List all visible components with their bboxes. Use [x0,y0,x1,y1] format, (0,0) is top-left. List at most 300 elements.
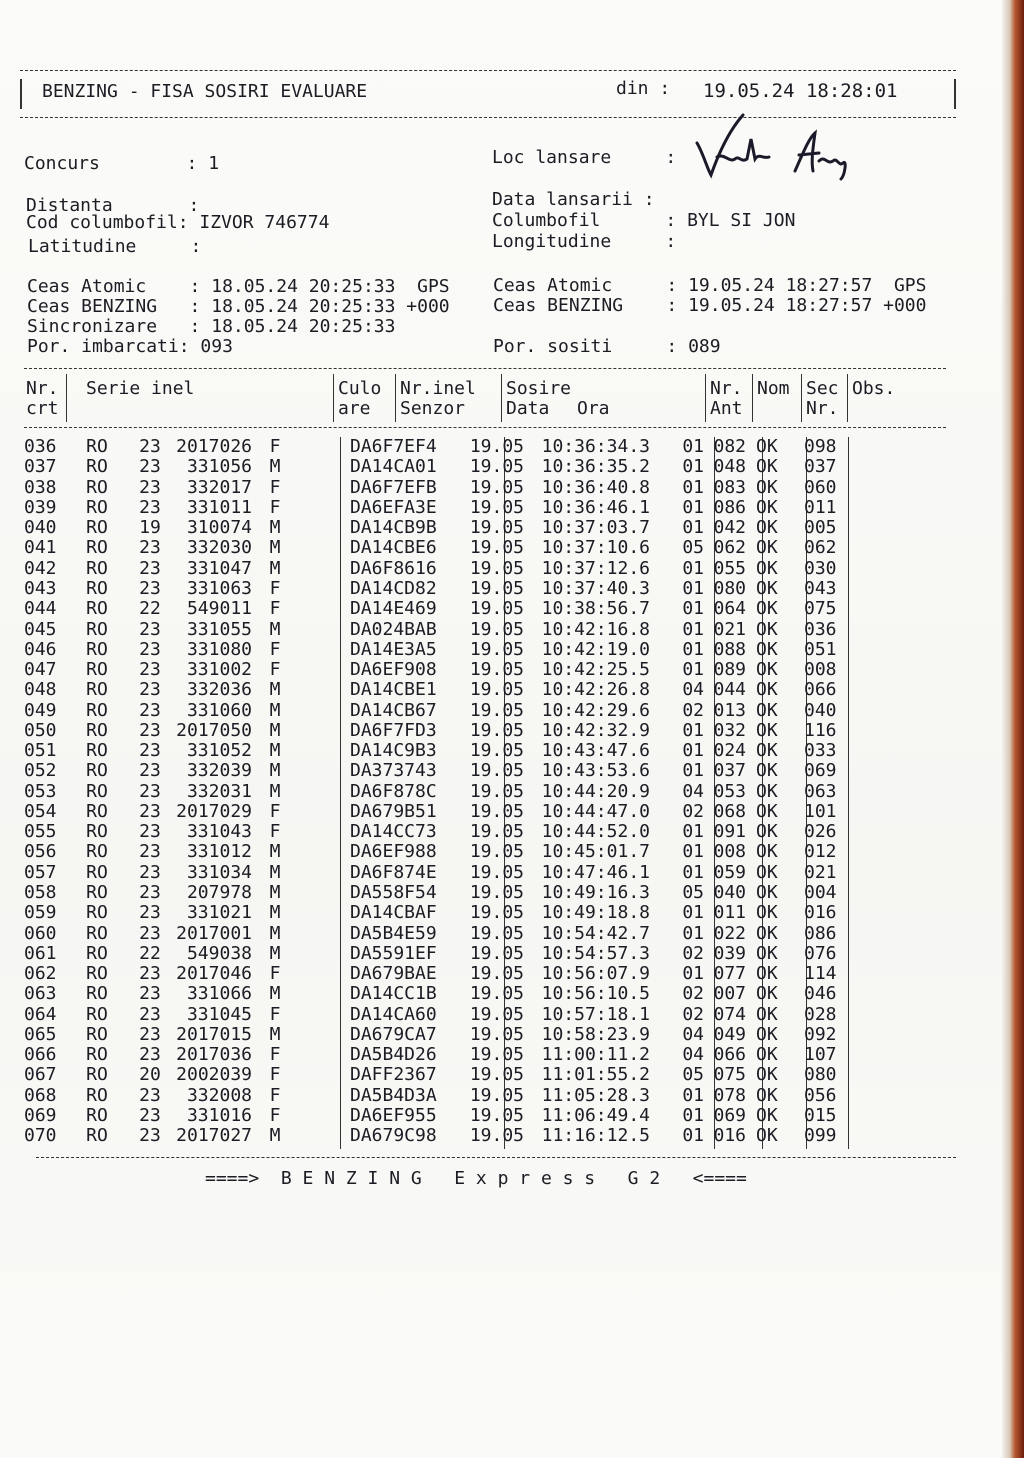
row-country: RO [86,821,108,843]
row-sex: F [269,1003,281,1025]
row-obs: 101 [804,800,837,822]
row-nom: 007 [713,983,746,1005]
row-year: 23 [139,557,161,579]
row-sex: F [269,496,281,518]
row-ring-number: 2002039 [176,1064,252,1086]
row-date: 19.05 [469,679,524,701]
row-sex: F [269,577,281,599]
row-sec: OK [756,1023,778,1045]
row-date: 19.05 [469,800,524,822]
row-ring-number: 331012 [186,841,252,863]
row-nr: 045 [24,618,57,640]
row-sensor: DA5B4D3A [350,1084,437,1106]
row-year: 23 [139,881,161,903]
row-color [290,863,342,883]
row-time: 10:37:03.7 [541,517,650,539]
row-country: RO [86,780,108,802]
row-time: 10:57:18.1 [541,1003,650,1025]
row-nom: 039 [713,942,746,964]
row-date: 19.05 [469,719,524,741]
row-antenna: 02 [682,983,704,1005]
row-ring-number: 332036 [186,679,252,701]
row-color [290,700,342,720]
table-row [24,923,864,943]
row-color [290,903,342,923]
row-obs: 060 [804,476,837,498]
row-nom: 053 [713,780,746,802]
row-nom: 086 [713,496,746,518]
row-sec: OK [756,1003,778,1025]
row-color [290,660,342,680]
row-nr: 039 [24,496,57,518]
row-sex: M [269,740,281,762]
row-nr: 054 [24,800,57,822]
row-sec: OK [756,861,778,883]
col-crt: crt [26,398,59,419]
arrivals-table [24,437,864,1146]
row-date: 19.05 [469,983,524,1005]
row-time: 10:44:47.0 [541,800,650,822]
row-date: 19.05 [469,496,524,518]
row-nr: 055 [24,821,57,843]
row-nom: 040 [713,881,746,903]
row-color [290,944,342,964]
row-year: 23 [139,537,161,559]
row-nom: 064 [713,598,746,620]
row-time: 10:56:10.5 [541,983,650,1005]
row-sensor: DA558F54 [350,881,437,903]
row-nr: 040 [24,517,57,539]
row-country: RO [86,456,108,478]
row-date: 19.05 [469,476,524,498]
row-ring-number: 332030 [186,537,252,559]
row-sex: M [269,618,281,640]
row-obs: 080 [804,1064,837,1086]
row-obs: 004 [804,881,837,903]
row-ring-number: 331052 [186,740,252,762]
row-date: 19.05 [469,1044,524,1066]
cod-columbofil: Cod columbofil: IZVOR 746774 [26,212,330,233]
row-time: 11:05:28.3 [541,1084,650,1106]
row-year: 23 [139,902,161,924]
row-sec: OK [756,942,778,964]
row-sensor: DA14E3A5 [350,638,437,660]
col-serie-inel: Serie inel [86,378,195,399]
row-country: RO [86,942,108,964]
ceas-benzing-right: Ceas BENZING : 19.05.24 18:27:57 +000 [493,295,927,316]
table-row [24,599,864,619]
row-ring-number: 331016 [186,1104,252,1126]
row-sensor: DA6F874E [350,861,437,883]
row-sec: OK [756,922,778,944]
row-nr: 063 [24,983,57,1005]
row-sec: OK [756,1125,778,1147]
row-year: 23 [139,577,161,599]
row-nom: 037 [713,760,746,782]
row-sex: M [269,861,281,883]
table-row [24,1126,864,1146]
row-color [290,1106,342,1126]
row-color [290,1045,342,1065]
row-nr: 064 [24,1003,57,1025]
sep-8h [847,374,848,422]
row-year: 23 [139,618,161,640]
row-nr: 048 [24,679,57,701]
row-sec: OK [756,841,778,863]
row-sensor: DA14CA01 [350,456,437,478]
row-obs: 016 [804,902,837,924]
row-nom: 066 [713,1044,746,1066]
row-nom: 049 [713,1023,746,1045]
row-nr: 046 [24,638,57,660]
row-color [290,498,342,518]
report-date: 19.05.24 18:28:01 [703,80,898,102]
row-sex: M [269,942,281,964]
row-nom: 075 [713,1064,746,1086]
row-year: 23 [139,983,161,1005]
header-right-border [954,79,956,109]
row-ring-number: 331002 [186,659,252,681]
row-sensor: DA5B4E59 [350,922,437,944]
col-senzor: Senzor [400,398,466,419]
row-color [290,599,342,619]
row-color [290,1065,342,1085]
row-nom: 089 [713,659,746,681]
row-nom: 013 [713,699,746,721]
row-sensor: DA14CD82 [350,577,437,599]
row-nr: 053 [24,780,57,802]
row-year: 23 [139,638,161,660]
row-time: 10:54:57.3 [541,942,650,964]
row-nr: 038 [24,476,57,498]
row-date: 19.05 [469,537,524,559]
distanta: Distanta : [26,195,200,216]
row-sec: OK [756,780,778,802]
report-date-label: din : [616,78,671,99]
row-year: 19 [139,517,161,539]
row-antenna: 04 [682,1044,704,1066]
row-year: 23 [139,760,161,782]
row-antenna: 02 [682,800,704,822]
por-imbarcati: Por. imbarcati: 093 [27,336,233,357]
row-nr: 068 [24,1084,57,1106]
row-nom: 062 [713,537,746,559]
row-nr: 070 [24,1125,57,1147]
row-time: 10:36:34.3 [541,436,650,458]
row-date: 19.05 [469,861,524,883]
row-ring-number: 207978 [186,881,252,903]
row-antenna: 01 [682,577,704,599]
row-color [290,842,342,862]
row-ring-number: 331045 [186,1003,252,1025]
row-sec: OK [756,557,778,579]
table-row [24,437,864,457]
row-sex: F [269,963,281,985]
table-row [24,619,864,639]
row-country: RO [86,638,108,660]
row-sex: F [269,1044,281,1066]
row-country: RO [86,719,108,741]
row-country: RO [86,598,108,620]
row-sex: M [269,780,281,802]
row-ring-number: 2017027 [176,1125,252,1147]
row-color [290,559,342,579]
row-color [290,883,342,903]
row-date: 19.05 [469,1064,524,1086]
sep-6h [752,374,753,422]
row-time: 10:54:42.7 [541,922,650,944]
row-nr: 065 [24,1023,57,1045]
table-row [24,1106,864,1126]
row-time: 10:42:26.8 [541,679,650,701]
col-nr: Nr. [26,378,59,399]
row-nr: 062 [24,963,57,985]
row-time: 10:42:32.9 [541,719,650,741]
row-country: RO [86,760,108,782]
row-year: 22 [139,942,161,964]
row-color [290,802,342,822]
table-header-rule [24,427,946,428]
row-obs: 021 [804,861,837,883]
row-sec: OK [756,821,778,843]
row-year: 23 [139,740,161,762]
row-obs: 015 [804,1104,837,1126]
row-date: 19.05 [469,760,524,782]
row-antenna: 01 [682,963,704,985]
row-nom: 011 [713,902,746,924]
row-nr: 051 [24,740,57,762]
row-obs: 056 [804,1084,837,1106]
row-nr: 061 [24,942,57,964]
row-year: 23 [139,679,161,701]
row-color [290,518,342,538]
row-obs: 099 [804,1125,837,1147]
data-lansarii: Data lansarii : [492,189,655,210]
row-sensor: DA14CC73 [350,821,437,843]
col-nr-ant-2: Ant [710,398,743,419]
row-sec: OK [756,638,778,660]
row-sex: F [269,659,281,681]
row-year: 23 [139,496,161,518]
row-sec: OK [756,1044,778,1066]
row-date: 19.05 [469,659,524,681]
row-obs: 036 [804,618,837,640]
row-time: 10:42:29.6 [541,699,650,721]
row-year: 23 [139,1104,161,1126]
row-sec: OK [756,983,778,1005]
row-color [290,1025,342,1045]
row-sex: M [269,679,281,701]
row-time: 10:42:25.5 [541,659,650,681]
row-antenna: 01 [682,517,704,539]
table-row [24,802,864,822]
row-antenna: 01 [682,1084,704,1106]
row-antenna: 01 [682,557,704,579]
row-date: 19.05 [469,456,524,478]
row-country: RO [86,841,108,863]
row-date: 19.05 [469,841,524,863]
row-date: 19.05 [469,1084,524,1106]
row-obs: 030 [804,557,837,579]
row-country: RO [86,1125,108,1147]
row-color [290,1004,342,1024]
table-row [24,660,864,680]
row-year: 23 [139,1044,161,1066]
row-time: 10:56:07.9 [541,963,650,985]
row-year: 23 [139,780,161,802]
row-time: 10:43:47.6 [541,740,650,762]
row-obs: 033 [804,740,837,762]
row-ring-number: 332008 [186,1084,252,1106]
row-ring-number: 2017015 [176,1023,252,1045]
row-antenna: 05 [682,537,704,559]
row-color [290,619,342,639]
row-nom: 074 [713,1003,746,1025]
row-country: RO [86,861,108,883]
table-row [24,1025,864,1045]
row-date: 19.05 [469,780,524,802]
row-time: 10:45:01.7 [541,841,650,863]
col-sosire: Sosire [506,378,572,399]
row-time: 10:37:10.6 [541,537,650,559]
col-nom: Nom [757,378,790,399]
sincronizare: Sincronizare : 18.05.24 20:25:33 [27,316,396,337]
row-antenna: 01 [682,841,704,863]
row-date: 19.05 [469,598,524,620]
table-row [24,964,864,984]
row-sex: M [269,841,281,863]
sep-4h [501,374,502,422]
row-nom: 042 [713,517,746,539]
row-sec: OK [756,436,778,458]
row-year: 23 [139,456,161,478]
row-country: RO [86,1023,108,1045]
row-nr: 066 [24,1044,57,1066]
row-obs: 011 [804,496,837,518]
row-color [290,721,342,741]
row-ring-number: 331080 [186,638,252,660]
row-antenna: 01 [682,821,704,843]
row-sex: F [269,638,281,660]
row-obs: 026 [804,821,837,843]
row-antenna: 02 [682,699,704,721]
row-antenna: 01 [682,740,704,762]
table-row [24,640,864,660]
row-sensor: DA6EFA3E [350,496,437,518]
row-country: RO [86,1064,108,1086]
row-country: RO [86,577,108,599]
header-left-border [20,79,22,109]
table-row [24,1065,864,1085]
row-sensor: DA14CA60 [350,1003,437,1025]
row-antenna: 01 [682,456,704,478]
row-sec: OK [756,699,778,721]
row-sex: F [269,476,281,498]
row-country: RO [86,496,108,518]
row-year: 23 [139,1084,161,1106]
row-sensor: DA6EF955 [350,1104,437,1126]
row-color [290,984,342,1004]
row-antenna: 01 [682,719,704,741]
row-nr: 044 [24,598,57,620]
row-sex: M [269,517,281,539]
row-year: 23 [139,1023,161,1045]
table-row [24,538,864,558]
row-sec: OK [756,517,778,539]
report-title: BENZING - FISA SOSIRI EVALUARE [42,81,368,102]
row-obs: 069 [804,760,837,782]
row-sensor: DA679BAE [350,963,437,985]
table-row [24,782,864,802]
row-date: 19.05 [469,821,524,843]
row-year: 23 [139,476,161,498]
col-nr-inel: Nr.inel [400,378,476,399]
row-obs: 040 [804,699,837,721]
row-date: 19.05 [469,1125,524,1147]
table-row [24,863,864,883]
row-time: 10:37:40.3 [541,577,650,599]
row-sensor: DA14CBE1 [350,679,437,701]
row-sec: OK [756,476,778,498]
row-ring-number: 549038 [186,942,252,964]
row-color [290,640,342,660]
row-ring-number: 331063 [186,577,252,599]
row-country: RO [86,1084,108,1106]
row-sec: OK [756,537,778,559]
row-ring-number: 331056 [186,456,252,478]
row-sensor: DA679CA7 [350,1023,437,1045]
row-sex: F [269,821,281,843]
table-row [24,721,864,741]
row-antenna: 01 [682,496,704,518]
row-sensor: DA6F878C [350,780,437,802]
sep-5h [705,374,706,422]
row-nom: 069 [713,1104,746,1126]
row-country: RO [86,537,108,559]
row-antenna: 01 [682,760,704,782]
row-sensor: DA6EF908 [350,659,437,681]
row-time: 10:44:20.9 [541,780,650,802]
row-sec: OK [756,719,778,741]
row-ring-number: 331043 [186,821,252,843]
row-nom: 032 [713,719,746,741]
row-year: 23 [139,659,161,681]
footer-banner: ====> B E N Z I N G E x p r e s s G 2 <==== [205,1168,747,1189]
row-sec: OK [756,800,778,822]
col-data: Data [506,398,550,419]
row-antenna: 01 [682,476,704,498]
row-sec: OK [756,760,778,782]
row-antenna: 05 [682,1064,704,1086]
columbofil: Columbofil : BYL SI JON [492,210,796,231]
row-ring-number: 310074 [186,517,252,539]
row-country: RO [86,963,108,985]
row-obs: 076 [804,942,837,964]
row-color [290,1086,342,1106]
row-sensor: DA14CB67 [350,699,437,721]
row-obs: 098 [804,436,837,458]
row-date: 19.05 [469,1104,524,1126]
table-row [24,944,864,964]
row-year: 23 [139,800,161,822]
row-country: RO [86,902,108,924]
row-color [290,1126,342,1146]
row-time: 11:01:55.2 [541,1064,650,1086]
row-nom: 091 [713,821,746,843]
row-antenna: 01 [682,1104,704,1126]
row-country: RO [86,740,108,762]
sep-7h [801,374,802,422]
